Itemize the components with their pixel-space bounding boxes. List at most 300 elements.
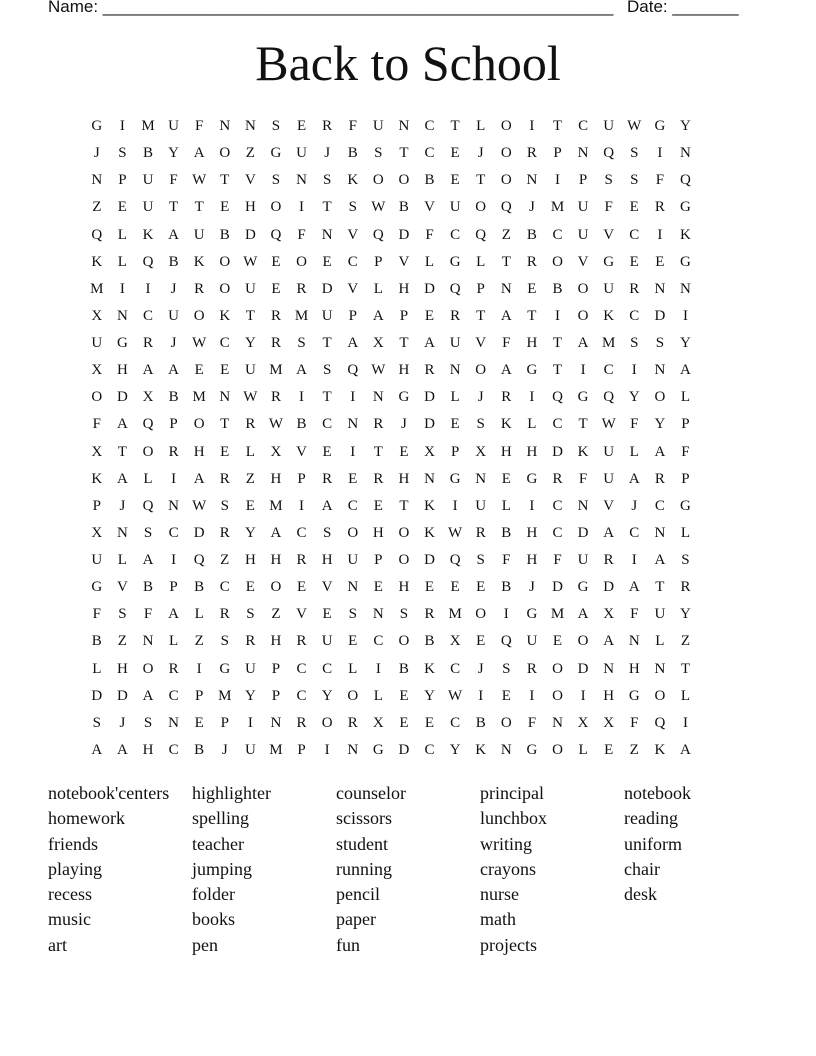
grid-letter[interactable]: C bbox=[629, 307, 640, 324]
grid-letter[interactable]: R bbox=[654, 199, 665, 216]
grid-letter[interactable]: O bbox=[654, 389, 666, 406]
grid-letter[interactable]: G bbox=[577, 389, 589, 406]
grid-letter[interactable]: L bbox=[476, 253, 486, 270]
grid-letter[interactable]: E bbox=[424, 307, 435, 324]
grid-letter[interactable]: F bbox=[143, 606, 153, 623]
grid-letter[interactable]: J bbox=[477, 145, 484, 162]
grid-letter[interactable]: X bbox=[91, 362, 103, 379]
grid-letter[interactable]: U bbox=[244, 660, 256, 677]
grid-letter[interactable]: L bbox=[117, 253, 127, 270]
grid-letter[interactable]: X bbox=[91, 307, 103, 324]
grid-letter[interactable]: S bbox=[118, 145, 127, 162]
grid-letter[interactable]: N bbox=[142, 633, 154, 650]
grid-letter[interactable]: H bbox=[398, 362, 410, 379]
grid-letter[interactable]: O bbox=[398, 633, 410, 650]
grid-letter[interactable]: C bbox=[142, 307, 153, 324]
grid-letter[interactable]: E bbox=[655, 253, 665, 270]
grid-letter[interactable]: S bbox=[143, 714, 153, 731]
grid-letter[interactable]: C bbox=[654, 497, 665, 514]
grid-letter[interactable]: E bbox=[552, 633, 563, 650]
grid-letter[interactable]: C bbox=[424, 118, 435, 135]
grid-letter[interactable]: R bbox=[168, 660, 179, 677]
date-field-label[interactable]: Date: _______ bbox=[627, 0, 739, 16]
grid-letter[interactable]: A bbox=[680, 741, 691, 758]
grid-letter[interactable]: E bbox=[476, 633, 486, 650]
grid-letter[interactable]: D bbox=[398, 741, 410, 758]
grid-letter[interactable]: A bbox=[142, 362, 154, 379]
grid-letter[interactable]: G bbox=[680, 497, 691, 514]
grid-letter[interactable]: D bbox=[116, 687, 128, 704]
grid-letter[interactable]: S bbox=[143, 524, 153, 541]
grid-letter[interactable]: K bbox=[91, 470, 103, 487]
grid-letter[interactable]: I bbox=[196, 660, 202, 677]
grid-letter[interactable]: I bbox=[119, 280, 125, 297]
grid-letter[interactable]: C bbox=[629, 226, 640, 243]
grid-letter[interactable]: L bbox=[117, 226, 127, 243]
grid-letter[interactable]: K bbox=[91, 253, 103, 270]
grid-letter[interactable]: S bbox=[476, 416, 485, 433]
grid-letter[interactable]: E bbox=[220, 443, 230, 460]
grid-letter[interactable]: G bbox=[270, 145, 282, 162]
grid-letter[interactable]: B bbox=[142, 579, 153, 596]
grid-letter[interactable]: E bbox=[424, 714, 435, 731]
grid-letter[interactable]: R bbox=[347, 714, 358, 731]
grid-letter[interactable]: N bbox=[347, 579, 359, 596]
grid-letter[interactable]: Q bbox=[142, 253, 154, 270]
grid-letter[interactable]: E bbox=[424, 579, 435, 596]
grid-letter[interactable]: A bbox=[654, 443, 666, 460]
grid-letter[interactable]: T bbox=[527, 307, 537, 324]
grid-letter[interactable]: T bbox=[399, 145, 409, 162]
grid-letter[interactable]: O bbox=[219, 145, 231, 162]
grid-letter[interactable]: E bbox=[194, 362, 204, 379]
grid-letter[interactable]: C bbox=[552, 416, 563, 433]
grid-letter[interactable]: N bbox=[347, 741, 359, 758]
grid-letter[interactable]: A bbox=[168, 362, 179, 379]
grid-letter[interactable]: N bbox=[680, 145, 691, 162]
grid-letter[interactable]: E bbox=[450, 145, 460, 162]
grid-letter[interactable]: E bbox=[399, 714, 409, 731]
grid-letter[interactable]: E bbox=[373, 497, 383, 514]
grid-letter[interactable]: V bbox=[603, 497, 615, 514]
grid-letter[interactable]: B bbox=[526, 226, 537, 243]
grid-letter[interactable]: Q bbox=[654, 714, 666, 731]
grid-letter[interactable]: N bbox=[347, 416, 359, 433]
grid-letter[interactable]: G bbox=[680, 253, 691, 270]
grid-letter[interactable]: N bbox=[654, 280, 666, 297]
grid-letter[interactable]: T bbox=[450, 118, 460, 135]
grid-letter[interactable]: O bbox=[347, 687, 359, 704]
grid-letter[interactable]: P bbox=[450, 443, 460, 460]
grid-letter[interactable]: T bbox=[322, 335, 332, 352]
grid-letter[interactable]: P bbox=[169, 579, 178, 596]
grid-letter[interactable]: T bbox=[476, 172, 486, 189]
grid-letter[interactable]: I bbox=[682, 307, 688, 324]
grid-letter[interactable]: C bbox=[629, 524, 640, 541]
grid-letter[interactable]: B bbox=[475, 714, 486, 731]
grid-letter[interactable]: Z bbox=[92, 199, 102, 216]
grid-letter[interactable]: Q bbox=[142, 497, 154, 514]
grid-letter[interactable]: A bbox=[577, 606, 589, 623]
grid-letter[interactable]: I bbox=[631, 362, 637, 379]
grid-letter[interactable]: E bbox=[220, 362, 230, 379]
grid-letter[interactable]: W bbox=[192, 172, 207, 189]
grid-letter[interactable]: G bbox=[116, 335, 128, 352]
grid-letter[interactable]: E bbox=[296, 579, 307, 596]
grid-letter[interactable]: I bbox=[247, 714, 253, 731]
grid-letter[interactable]: R bbox=[270, 307, 281, 324]
grid-letter[interactable]: S bbox=[348, 606, 357, 623]
grid-letter[interactable]: O bbox=[552, 687, 563, 704]
grid-letter[interactable]: J bbox=[631, 497, 638, 514]
grid-letter[interactable]: H bbox=[500, 443, 512, 460]
grid-letter[interactable]: U bbox=[244, 741, 256, 758]
grid-letter[interactable]: O bbox=[91, 389, 103, 406]
grid-letter[interactable]: O bbox=[296, 253, 307, 270]
grid-letter[interactable]: I bbox=[503, 606, 509, 623]
grid-letter[interactable]: K bbox=[603, 307, 615, 324]
grid-letter[interactable]: U bbox=[603, 470, 615, 487]
grid-letter[interactable]: F bbox=[195, 118, 204, 135]
grid-letter[interactable]: J bbox=[119, 497, 126, 514]
grid-letter[interactable]: X bbox=[449, 633, 461, 650]
grid-letter[interactable]: U bbox=[475, 497, 487, 514]
grid-letter[interactable]: U bbox=[321, 307, 333, 324]
grid-letter[interactable]: N bbox=[116, 307, 128, 324]
grid-letter[interactable]: U bbox=[296, 145, 307, 162]
grid-letter[interactable]: D bbox=[424, 552, 435, 569]
grid-letter[interactable]: R bbox=[424, 606, 435, 623]
grid-letter[interactable]: S bbox=[374, 145, 383, 162]
grid-letter[interactable]: Q bbox=[449, 552, 461, 569]
grid-letter[interactable]: I bbox=[299, 389, 305, 406]
grid-letter[interactable]: S bbox=[220, 497, 229, 514]
grid-letter[interactable]: E bbox=[501, 687, 511, 704]
grid-letter[interactable]: L bbox=[680, 687, 691, 704]
grid-letter[interactable]: L bbox=[578, 741, 588, 758]
grid-letter[interactable]: L bbox=[501, 497, 511, 514]
grid-letter[interactable]: A bbox=[193, 470, 205, 487]
grid-letter[interactable]: I bbox=[554, 307, 560, 324]
grid-letter[interactable]: T bbox=[552, 118, 563, 135]
grid-letter[interactable]: I bbox=[529, 687, 535, 704]
grid-letter[interactable]: C bbox=[322, 416, 333, 433]
grid-letter[interactable]: F bbox=[297, 226, 306, 243]
grid-letter[interactable]: J bbox=[477, 660, 484, 677]
grid-letter[interactable]: R bbox=[219, 524, 230, 541]
grid-letter[interactable]: S bbox=[399, 606, 409, 623]
grid-letter[interactable]: J bbox=[401, 416, 407, 433]
grid-letter[interactable]: L bbox=[194, 606, 204, 623]
grid-letter[interactable]: O bbox=[577, 307, 589, 324]
grid-letter[interactable]: B bbox=[347, 145, 358, 162]
grid-letter[interactable]: Y bbox=[424, 687, 435, 704]
grid-letter[interactable]: H bbox=[270, 633, 282, 650]
grid-letter[interactable]: E bbox=[450, 416, 460, 433]
grid-letter[interactable]: V bbox=[321, 579, 333, 596]
grid-letter[interactable]: C bbox=[347, 253, 358, 270]
grid-letter[interactable]: T bbox=[168, 199, 179, 216]
grid-letter[interactable]: O bbox=[398, 172, 410, 189]
grid-letter[interactable]: G bbox=[449, 253, 461, 270]
grid-letter[interactable]: C bbox=[578, 118, 589, 135]
grid-letter[interactable]: F bbox=[630, 606, 639, 623]
grid-letter[interactable]: Q bbox=[270, 226, 282, 243]
grid-letter[interactable]: R bbox=[219, 470, 230, 487]
grid-letter[interactable]: D bbox=[424, 389, 435, 406]
grid-letter[interactable]: U bbox=[449, 199, 461, 216]
grid-letter[interactable]: B bbox=[501, 579, 512, 596]
grid-letter[interactable]: R bbox=[194, 280, 205, 297]
grid-letter[interactable]: U bbox=[244, 362, 256, 379]
grid-letter[interactable]: S bbox=[348, 199, 357, 216]
grid-letter[interactable]: C bbox=[373, 633, 384, 650]
grid-letter[interactable]: I bbox=[324, 741, 330, 758]
grid-letter[interactable]: L bbox=[680, 389, 691, 406]
grid-letter[interactable]: R bbox=[450, 307, 461, 324]
grid-letter[interactable]: R bbox=[270, 335, 281, 352]
grid-letter[interactable]: J bbox=[221, 741, 228, 758]
grid-letter[interactable]: A bbox=[168, 606, 179, 623]
grid-letter[interactable]: L bbox=[245, 443, 255, 460]
grid-letter[interactable]: H bbox=[270, 470, 282, 487]
grid-letter[interactable]: S bbox=[118, 606, 127, 623]
grid-letter[interactable]: E bbox=[501, 470, 511, 487]
grid-letter[interactable]: I bbox=[452, 497, 458, 514]
grid-letter[interactable]: J bbox=[170, 280, 177, 297]
grid-letter[interactable]: K bbox=[654, 741, 666, 758]
grid-letter[interactable]: S bbox=[322, 172, 332, 189]
grid-letter[interactable]: C bbox=[296, 524, 307, 541]
grid-letter[interactable]: X bbox=[424, 443, 435, 460]
grid-letter[interactable]: N bbox=[552, 714, 563, 731]
grid-letter[interactable]: R bbox=[629, 280, 640, 297]
grid-letter[interactable]: T bbox=[117, 443, 127, 460]
grid-letter[interactable]: I bbox=[119, 118, 125, 135]
grid-letter[interactable]: T bbox=[322, 199, 332, 216]
grid-letter[interactable]: F bbox=[502, 552, 511, 569]
grid-letter[interactable]: O bbox=[500, 145, 512, 162]
grid-letter[interactable]: B bbox=[91, 633, 102, 650]
grid-letter[interactable]: N bbox=[475, 470, 487, 487]
grid-letter[interactable]: Q bbox=[91, 226, 103, 243]
grid-letter[interactable]: I bbox=[529, 389, 535, 406]
grid-letter[interactable]: B bbox=[552, 280, 563, 297]
grid-letter[interactable]: P bbox=[297, 741, 306, 758]
grid-letter[interactable]: W bbox=[243, 389, 258, 406]
grid-letter[interactable]: P bbox=[271, 687, 281, 704]
grid-letter[interactable]: H bbox=[193, 443, 205, 460]
grid-letter[interactable]: V bbox=[577, 253, 589, 270]
grid-letter[interactable]: Y bbox=[680, 335, 691, 352]
grid-letter[interactable]: U bbox=[603, 280, 615, 297]
grid-letter[interactable]: Q bbox=[475, 226, 487, 243]
grid-letter[interactable]: V bbox=[116, 579, 128, 596]
grid-letter[interactable]: W bbox=[448, 524, 463, 541]
grid-letter[interactable]: J bbox=[170, 335, 177, 352]
grid-letter[interactable]: H bbox=[398, 280, 410, 297]
grid-letter[interactable]: E bbox=[271, 253, 281, 270]
grid-letter[interactable]: Q bbox=[552, 389, 563, 406]
grid-letter[interactable]: D bbox=[577, 524, 589, 541]
grid-letter[interactable]: O bbox=[398, 552, 410, 569]
grid-letter[interactable]: H bbox=[526, 552, 538, 569]
grid-letter[interactable]: A bbox=[500, 307, 512, 324]
grid-letter[interactable]: Y bbox=[244, 335, 256, 352]
grid-letter[interactable]: G bbox=[577, 579, 589, 596]
grid-letter[interactable]: S bbox=[92, 714, 101, 731]
grid-letter[interactable]: G bbox=[219, 660, 231, 677]
grid-letter[interactable]: A bbox=[91, 741, 103, 758]
grid-letter[interactable]: T bbox=[578, 416, 588, 433]
grid-letter[interactable]: D bbox=[577, 660, 589, 677]
grid-letter[interactable]: W bbox=[192, 335, 207, 352]
grid-letter[interactable]: E bbox=[194, 714, 204, 731]
grid-letter[interactable]: G bbox=[526, 606, 538, 623]
grid-letter[interactable]: T bbox=[220, 416, 230, 433]
grid-letter[interactable]: R bbox=[322, 118, 333, 135]
grid-letter[interactable]: T bbox=[220, 172, 230, 189]
grid-letter[interactable]: Z bbox=[245, 145, 255, 162]
grid-letter[interactable]: E bbox=[450, 172, 460, 189]
grid-letter[interactable]: U bbox=[193, 226, 205, 243]
grid-letter[interactable]: A bbox=[168, 226, 179, 243]
grid-letter[interactable]: N bbox=[603, 660, 615, 677]
grid-letter[interactable]: X bbox=[91, 443, 103, 460]
grid-letter[interactable]: U bbox=[526, 633, 538, 650]
grid-letter[interactable]: O bbox=[552, 660, 563, 677]
grid-letter[interactable]: L bbox=[373, 687, 383, 704]
grid-letter[interactable]: R bbox=[475, 524, 486, 541]
grid-letter[interactable]: A bbox=[628, 470, 640, 487]
grid-letter[interactable]: E bbox=[322, 253, 332, 270]
grid-letter[interactable]: O bbox=[398, 524, 410, 541]
grid-letter[interactable]: M bbox=[550, 199, 565, 216]
grid-letter[interactable]: K bbox=[424, 660, 435, 677]
grid-letter[interactable]: A bbox=[628, 579, 640, 596]
grid-letter[interactable]: I bbox=[554, 172, 560, 189]
grid-letter[interactable]: W bbox=[601, 416, 616, 433]
grid-letter[interactable]: U bbox=[321, 633, 333, 650]
grid-letter[interactable]: H bbox=[116, 660, 128, 677]
grid-letter[interactable]: R bbox=[296, 633, 307, 650]
grid-letter[interactable]: Y bbox=[321, 687, 333, 704]
grid-letter[interactable]: U bbox=[142, 199, 154, 216]
grid-letter[interactable]: I bbox=[580, 687, 586, 704]
grid-letter[interactable]: O bbox=[552, 741, 563, 758]
grid-letter[interactable]: S bbox=[297, 335, 306, 352]
grid-letter[interactable]: U bbox=[577, 199, 589, 216]
grid-letter[interactable]: S bbox=[630, 172, 639, 189]
grid-letter[interactable]: D bbox=[424, 280, 435, 297]
grid-letter[interactable]: C bbox=[552, 226, 563, 243]
grid-letter[interactable]: O bbox=[500, 714, 512, 731]
grid-letter[interactable]: G bbox=[526, 362, 538, 379]
grid-letter[interactable]: K bbox=[680, 226, 691, 243]
grid-letter[interactable]: Q bbox=[603, 389, 615, 406]
grid-letter[interactable]: N bbox=[654, 524, 666, 541]
grid-letter[interactable]: O bbox=[475, 199, 487, 216]
grid-letter[interactable]: H bbox=[244, 552, 256, 569]
grid-letter[interactable]: Z bbox=[680, 633, 691, 650]
grid-letter[interactable]: F bbox=[92, 606, 101, 623]
grid-letter[interactable]: X bbox=[91, 524, 103, 541]
grid-letter[interactable]: D bbox=[398, 226, 410, 243]
grid-letter[interactable]: N bbox=[372, 606, 384, 623]
grid-letter[interactable]: F bbox=[553, 552, 562, 569]
grid-letter[interactable]: R bbox=[245, 633, 256, 650]
grid-letter[interactable]: G bbox=[603, 253, 615, 270]
grid-letter[interactable]: B bbox=[398, 199, 409, 216]
grid-letter[interactable]: E bbox=[450, 579, 460, 596]
grid-letter[interactable]: X bbox=[142, 389, 154, 406]
grid-letter[interactable]: R bbox=[526, 660, 537, 677]
grid-letter[interactable]: I bbox=[299, 199, 305, 216]
grid-letter[interactable]: Y bbox=[449, 741, 461, 758]
grid-letter[interactable]: Y bbox=[680, 606, 691, 623]
grid-letter[interactable]: C bbox=[296, 660, 307, 677]
grid-letter[interactable]: L bbox=[655, 633, 665, 650]
grid-letter[interactable]: H bbox=[270, 552, 282, 569]
grid-letter[interactable]: W bbox=[627, 118, 642, 135]
grid-letter[interactable]: I bbox=[580, 362, 586, 379]
grid-letter[interactable]: M bbox=[90, 280, 104, 297]
grid-letter[interactable]: D bbox=[552, 443, 563, 460]
grid-letter[interactable]: I bbox=[657, 226, 663, 243]
grid-letter[interactable]: D bbox=[193, 524, 205, 541]
grid-letter[interactable]: L bbox=[143, 470, 153, 487]
grid-letter[interactable]: D bbox=[244, 226, 256, 243]
grid-letter[interactable]: P bbox=[297, 470, 306, 487]
grid-letter[interactable]: O bbox=[219, 280, 231, 297]
grid-letter[interactable]: W bbox=[268, 416, 284, 433]
grid-letter[interactable]: D bbox=[116, 389, 128, 406]
grid-letter[interactable]: A bbox=[372, 307, 384, 324]
grid-letter[interactable]: Z bbox=[194, 633, 204, 650]
grid-letter[interactable]: S bbox=[476, 552, 485, 569]
grid-letter[interactable]: C bbox=[552, 524, 563, 541]
grid-letter[interactable]: R bbox=[296, 552, 307, 569]
grid-letter[interactable]: N bbox=[500, 280, 512, 297]
grid-letter[interactable]: N bbox=[296, 172, 307, 189]
grid-letter[interactable]: T bbox=[399, 335, 409, 352]
grid-letter[interactable]: T bbox=[399, 497, 409, 514]
grid-letter[interactable]: S bbox=[271, 172, 281, 189]
grid-letter[interactable]: E bbox=[220, 199, 230, 216]
grid-letter[interactable]: R bbox=[526, 145, 537, 162]
grid-letter[interactable]: M bbox=[269, 741, 283, 758]
grid-letter[interactable]: F bbox=[578, 470, 588, 487]
grid-letter[interactable]: C bbox=[168, 524, 179, 541]
grid-letter[interactable]: I bbox=[682, 714, 688, 731]
grid-letter[interactable]: W bbox=[192, 497, 207, 514]
grid-letter[interactable]: A bbox=[142, 687, 154, 704]
grid-letter[interactable]: A bbox=[193, 145, 205, 162]
grid-letter[interactable]: W bbox=[371, 362, 386, 379]
grid-letter[interactable]: N bbox=[168, 714, 179, 731]
grid-letter[interactable]: E bbox=[629, 199, 639, 216]
grid-letter[interactable]: N bbox=[219, 389, 231, 406]
grid-letter[interactable]: M bbox=[294, 307, 309, 324]
grid-letter[interactable]: F bbox=[630, 714, 639, 731]
grid-letter[interactable]: Y bbox=[244, 687, 256, 704]
grid-letter[interactable]: V bbox=[296, 606, 307, 623]
grid-letter[interactable]: L bbox=[629, 443, 639, 460]
grid-letter[interactable]: Z bbox=[117, 633, 127, 650]
grid-letter[interactable]: D bbox=[424, 416, 435, 433]
grid-letter[interactable]: O bbox=[142, 443, 154, 460]
grid-letter[interactable]: U bbox=[577, 226, 589, 243]
